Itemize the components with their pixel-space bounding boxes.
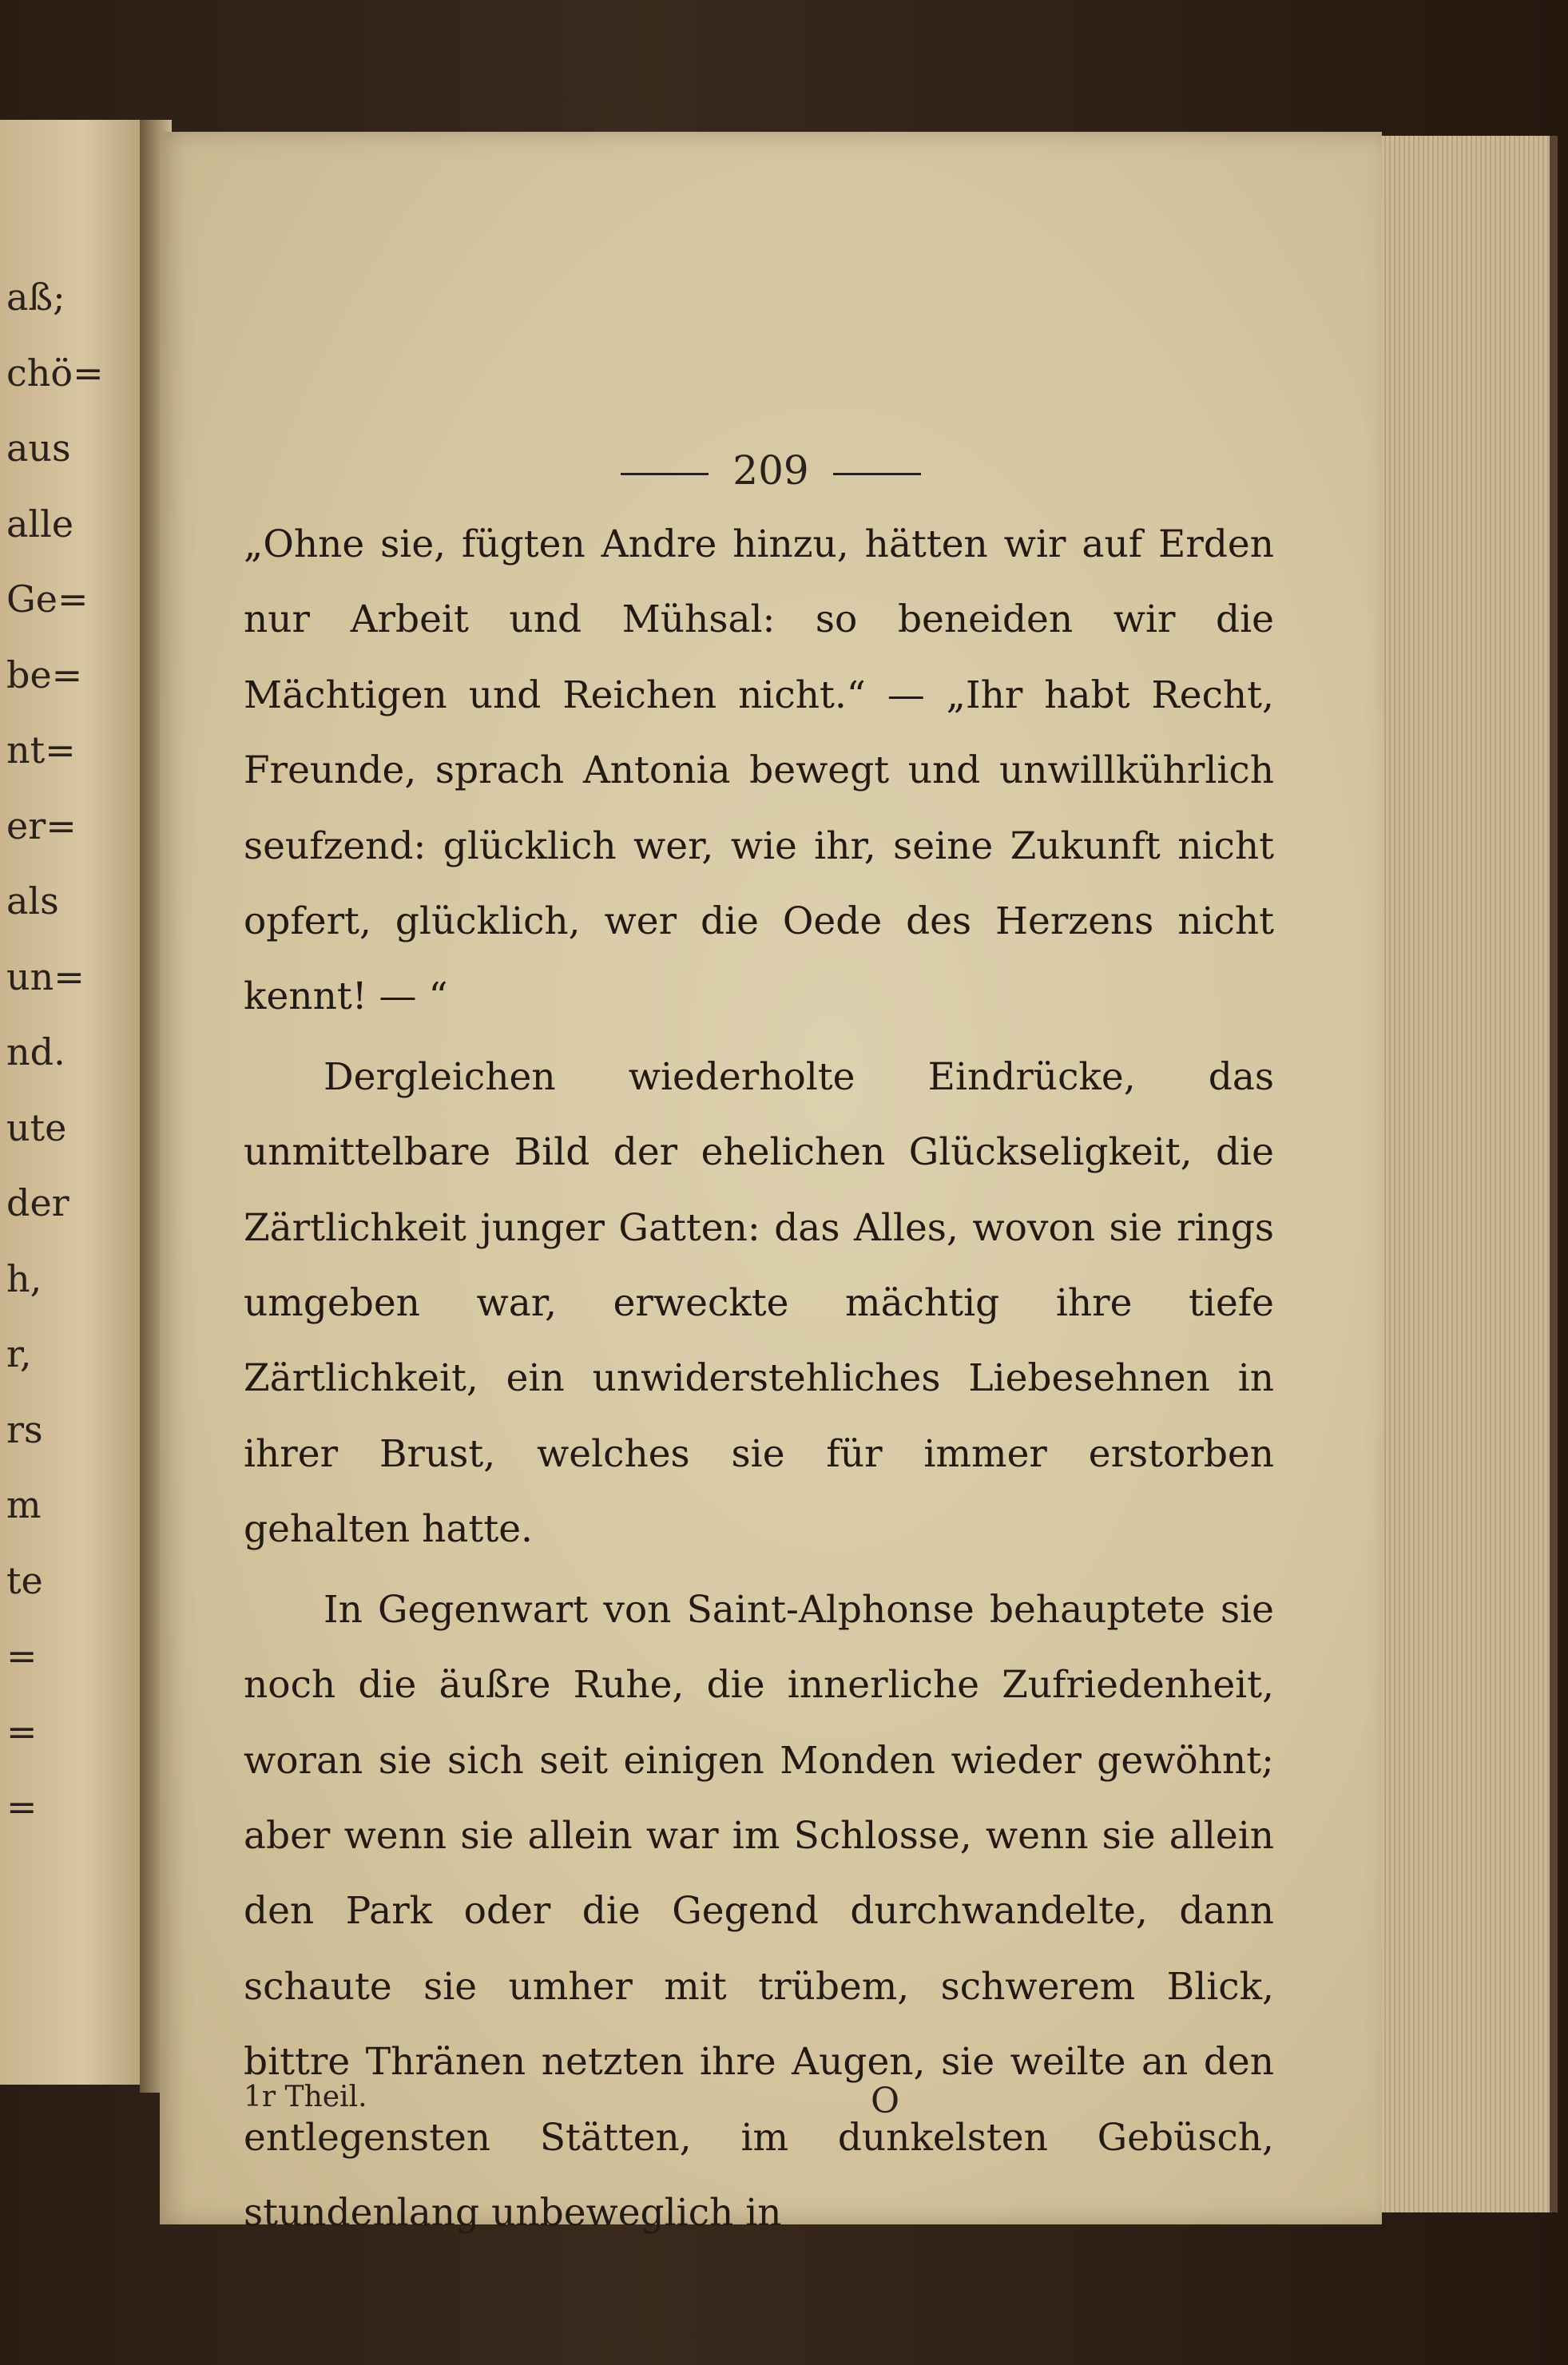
left-page-line-fragment: Ge= — [6, 577, 89, 621]
left-page-line-fragment: nt= — [6, 728, 76, 772]
page-body — [244, 507, 1274, 2251]
header-rule-left — [621, 473, 709, 475]
left-page-line-fragment: be= — [6, 653, 83, 696]
page-header — [160, 447, 1382, 494]
left-page-line-fragment: = — [6, 1634, 38, 1677]
left-page-line-fragment: der — [6, 1181, 69, 1224]
paragraph-2: Dergleichen wiederholte Eindrücke, das unmittelbare Bild der ehelichen Glückseligkeit, die Zärtlichkeit junger Gatten: das Alles, wovon sie rings umgeben war, erweckte mächtig ihre tiefe Zärtlichkeit, ein unwiderstehliches Liebesehnen in ihrer Brust, welches sie für immer erstorben gehalten hatte. — [244, 1054, 1274, 1552]
left-page-line-fragment: ute — [6, 1105, 67, 1149]
left-page-line-fragment: aß; — [6, 276, 65, 319]
left-page-line-fragment: rs — [6, 1407, 43, 1451]
paragraph-3: In Gegenwart von Saint-Alphonse behauptete sie noch die äußre Ruhe, die innerliche Zufriedenheit, woran sie sich seit einigen Monden wieder gewöhnt; aber wenn sie allein war im Schlosse, wenn sie allein den Park oder die Gegend durchwandelte, dann schaute sie umher mit trübem, schwerem Blick, bittre Thränen netzten ihre Augen, sie weilte an den entlegensten Stätten, im dunkelsten Gebüsch, stundenlang unbeweglich in — [244, 1587, 1274, 2235]
left-page-line-fragment: h, — [6, 1256, 42, 1300]
left-page-line-fragment: nd. — [6, 1030, 65, 1073]
left-page-line-fragment: m — [6, 1483, 42, 1526]
header-rule-right — [833, 473, 921, 475]
left-page-line-fragment: aus — [6, 427, 71, 470]
left-page-line-fragment: als — [6, 879, 59, 923]
left-page-line-fragment: un= — [6, 954, 85, 998]
page-edges — [1358, 136, 1558, 2212]
signature-mark: O — [871, 2081, 900, 2121]
left-page-line-fragment: = — [6, 1785, 38, 1828]
left-page-line-fragment: r, — [6, 1332, 32, 1375]
page-number: 209 — [732, 447, 809, 494]
left-page-line-fragment: alle — [6, 502, 74, 546]
book-page — [160, 132, 1382, 2235]
left-page-line-fragment: er= — [6, 804, 77, 847]
left-page-line-fragment: chö= — [6, 351, 104, 395]
left-page-line-fragment: = — [6, 1709, 38, 1753]
volume-signature: 1r Theil. — [244, 2081, 367, 2113]
paragraph-1: „Ohne sie, fügten Andre hinzu, hätten wir auf Erden nur Arbeit und Mühsal: so beneiden wir die Mächtigen und Reichen nicht.“ — „Ihr habt Recht, Freunde, sprach Antonia bewegt und unwillkührlich seufzend: glücklich wer, wie ihr, seine Zukunft nicht opfert, glücklich, wer die Oede des Herzens nicht kennt! — “ — [244, 522, 1274, 1019]
left-page-line-fragment: te — [6, 1558, 43, 1602]
previous-page-sliver — [0, 120, 145, 2085]
